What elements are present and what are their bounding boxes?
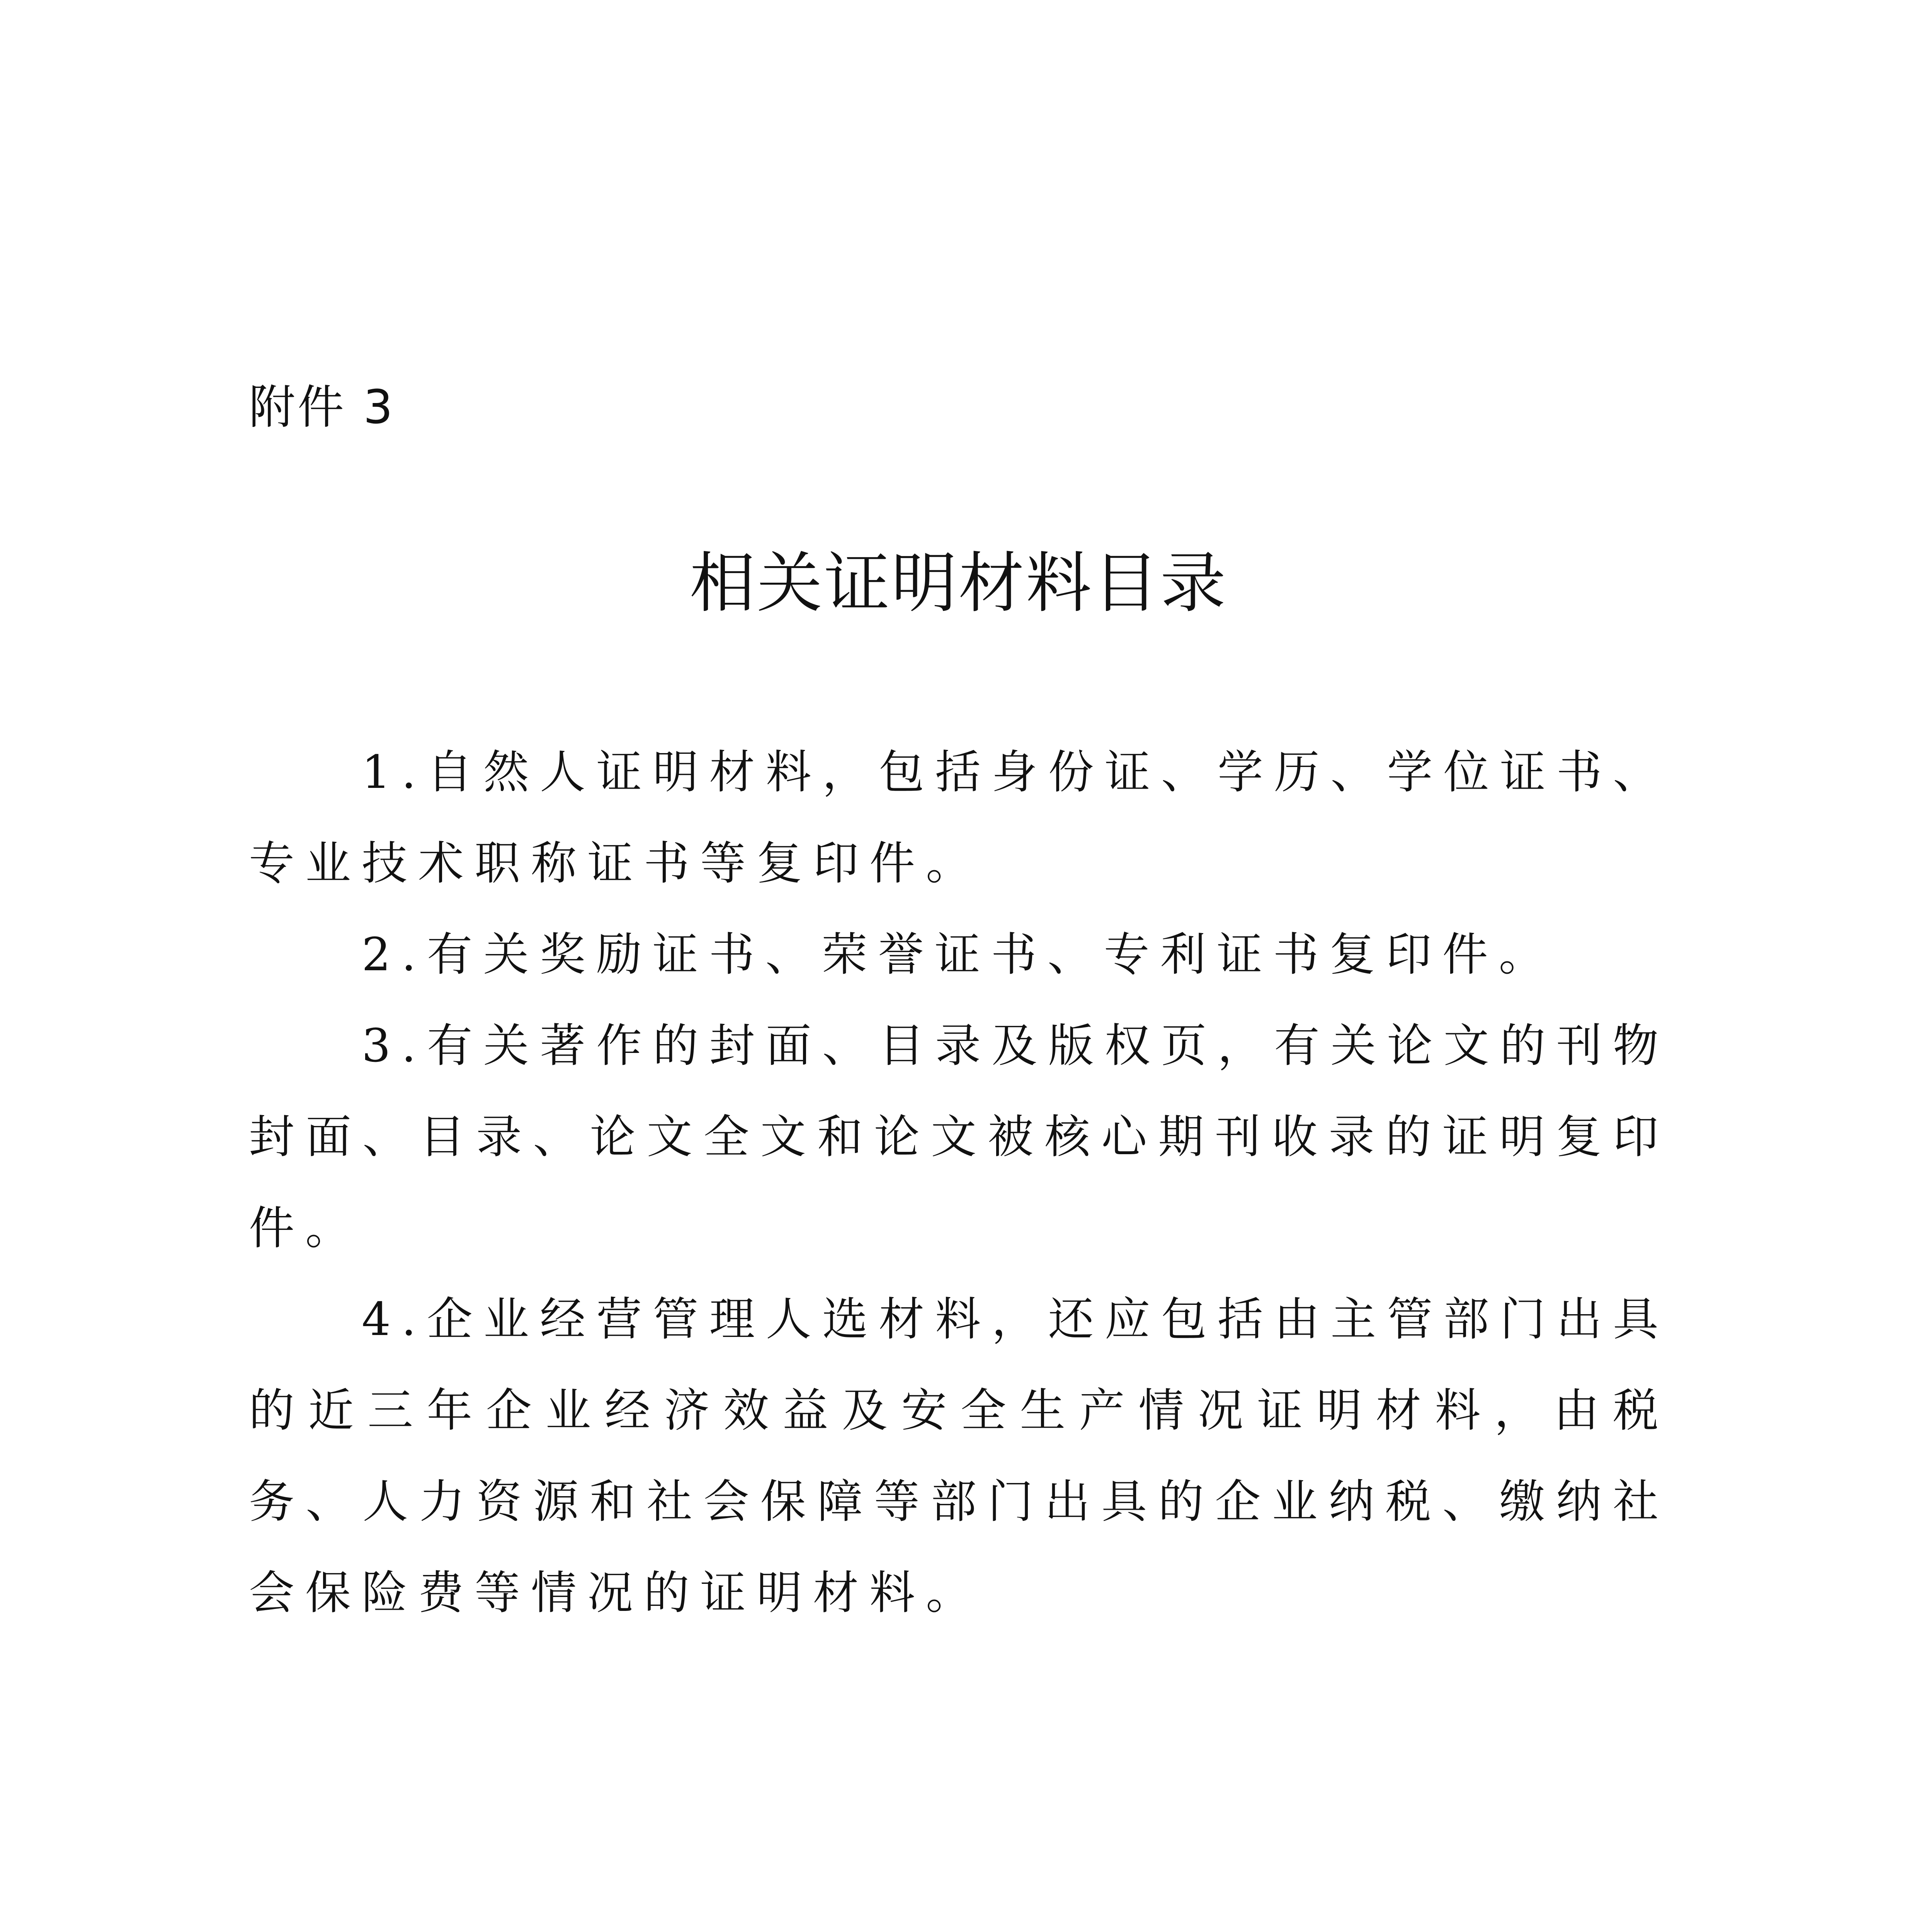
paragraph-item-1: 1.自然人证明材料，包括身份证、学历、学位证书、专业技术职称证书等复印件。	[249, 745, 1669, 890]
page-title: 相关证明材料目录	[689, 545, 1228, 622]
paragraph-item-3: 3.有关著作的封面、目录及版权页，有关论文的刊物封面、目录、论文全文和论文被核心期刊收录的证明复印件。	[249, 1019, 1669, 1255]
attachment-label: 附件 3	[249, 381, 395, 434]
paragraph-item-2: 2.有关奖励证书、荣誉证书、专利证书复印件。	[362, 928, 1555, 981]
paragraph-item-4: 4.企业经营管理人选材料，还应包括由主管部门出具的近三年企业经济效益及安全生产情况证明材料，由税务、人力资源和社会保障等部门出具的企业纳税、缴纳社会保险费等情况的证明材料。	[249, 1293, 1669, 1619]
document-body	[249, 726, 1669, 1638]
